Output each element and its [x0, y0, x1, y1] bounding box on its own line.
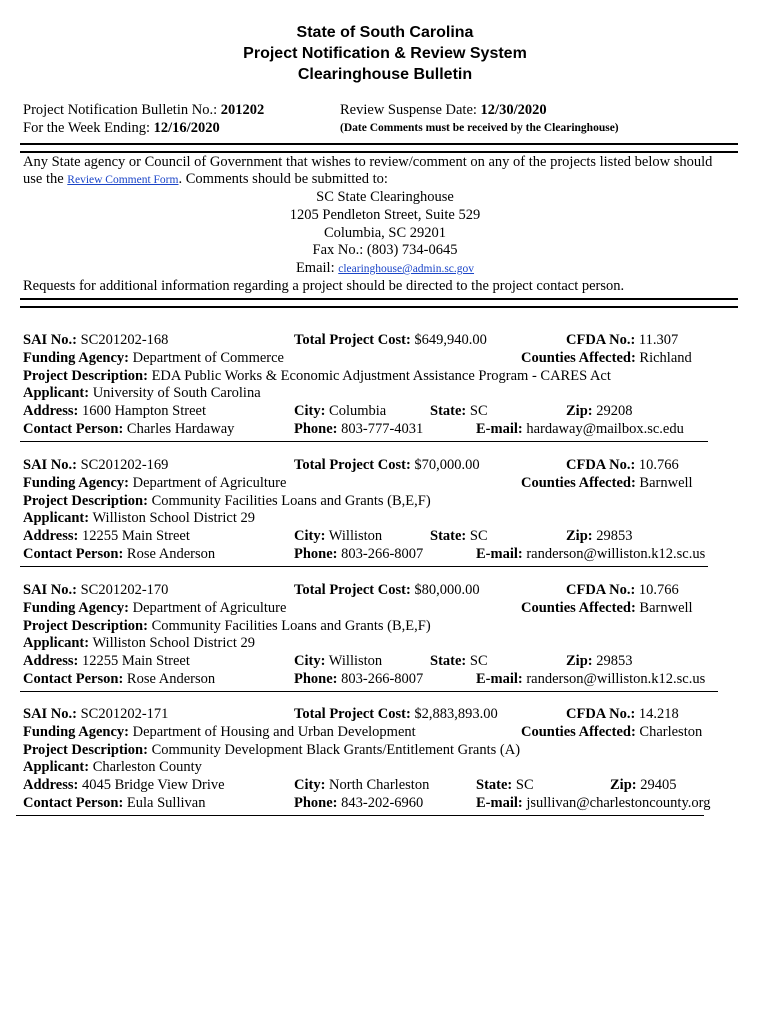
sai-number-value: SC201202-170 [76, 582, 169, 598]
funding-agency-value: Department of Agriculture [128, 474, 287, 491]
contact-person [23, 795, 205, 812]
funding-agency [23, 724, 416, 741]
city-label: City: [294, 403, 326, 420]
total-project-cost [294, 706, 498, 723]
zip [566, 403, 632, 420]
sai-number-label: SAI No.: [23, 706, 77, 722]
state [476, 777, 534, 794]
counties-affected [521, 600, 693, 617]
city-label: City: [294, 528, 326, 545]
zip-value: 29208 [592, 403, 633, 420]
contact-person-value: Eula Sullivan [123, 795, 206, 811]
contact-person-label: Contact Person: [23, 546, 124, 562]
cfda-number [566, 706, 679, 723]
project-description-value: Community Facilities Loans and Grants (B,E,F) [147, 617, 431, 634]
contact-email-value: hardaway@mailbox.sc.edu [522, 421, 684, 437]
total-project-cost-label: Total Project Cost: [294, 706, 411, 722]
state [430, 653, 488, 670]
intro-line: Any State agency or Council of Government that wishes to review/comment on any of the projects listed below should [23, 154, 713, 170]
counties-affected-value: Charleston [635, 723, 703, 740]
clearinghouse-email [0, 260, 770, 277]
contact-person-label: Contact Person: [23, 421, 124, 437]
address-value: 12255 Main Street [78, 528, 190, 545]
phone-value: 843-202-6960 [337, 795, 424, 811]
state-value: SC [512, 777, 534, 794]
funding-agency-label: Funding Agency: [23, 723, 129, 740]
project-description [23, 618, 431, 635]
applicant-label: Applicant: [23, 635, 90, 652]
counties-affected [521, 724, 702, 741]
total-project-cost [294, 457, 480, 474]
clearinghouse-email-label: Email: [295, 260, 335, 276]
clearinghouse-name: SC State Clearinghouse [316, 189, 454, 205]
phone [294, 546, 423, 563]
applicant-value: Williston School District 29 [89, 635, 255, 652]
review-suspense-value: 12/30/2020 [480, 102, 547, 118]
header-divider [20, 143, 738, 153]
cfda-number-value: 10.766 [635, 457, 679, 473]
counties-affected-label: Counties Affected: [521, 474, 636, 491]
cfda-number-label: CFDA No.: [566, 706, 636, 722]
zip-label: Zip: [610, 777, 637, 794]
phone-label: Phone: [294, 546, 338, 562]
address [23, 777, 225, 794]
contact-email [476, 421, 684, 438]
applicant [23, 635, 255, 652]
project-description-label: Project Description: [23, 367, 148, 384]
bulletin-number [23, 102, 264, 119]
state-value: SC [466, 403, 488, 420]
state-label: State: [430, 653, 467, 670]
counties-affected [521, 350, 692, 367]
funding-agency [23, 475, 286, 492]
project-description-label: Project Description: [23, 617, 148, 634]
funding-agency-label: Funding Agency: [23, 349, 129, 366]
sai-number [23, 706, 168, 723]
intro-divider [20, 298, 738, 308]
clearinghouse-city: Columbia, SC 29201 [323, 225, 447, 241]
project-separator [20, 441, 708, 442]
counties-affected [521, 475, 693, 492]
clearinghouse-fax: Fax No.: (803) 734-0645 [312, 242, 458, 258]
city-label: City: [294, 653, 326, 670]
project-separator [20, 691, 718, 692]
zip-label: Zip: [566, 653, 593, 670]
contact-person [23, 546, 215, 563]
sai-number-label: SAI No.: [23, 457, 77, 473]
city-value: Williston [325, 653, 383, 670]
applicant-value: University of South Carolina [89, 385, 261, 402]
clearinghouse-street: 1205 Pendleton Street, Suite 529 [289, 207, 481, 223]
contact-person [23, 421, 234, 438]
contact-person-value: Charles Hardaway [123, 421, 235, 437]
project-description [23, 493, 431, 510]
phone [294, 421, 423, 438]
sai-number [23, 457, 168, 474]
phone-value: 803-266-8007 [337, 546, 424, 562]
project-description-label: Project Description: [23, 741, 148, 758]
bulletin-title-clearinghouse: Clearinghouse Bulletin [297, 66, 473, 83]
counties-affected-label: Counties Affected: [521, 349, 636, 366]
bulletin-title-state: State of South Carolina [296, 24, 474, 41]
phone-label: Phone: [294, 421, 338, 437]
zip-label: Zip: [566, 403, 593, 420]
counties-affected-value: Richland [635, 349, 692, 366]
bulletin-number-value: 201202 [220, 102, 265, 118]
contact-email-label: E-mail: [476, 671, 523, 687]
funding-agency [23, 600, 286, 617]
state [430, 528, 488, 545]
zip-value: 29853 [592, 653, 633, 670]
total-project-cost [294, 332, 487, 349]
intro-line-2-rest: . Comments should be submitted to: [178, 171, 388, 187]
city-value: North Charleston [325, 777, 430, 794]
project-description-label: Project Description: [23, 492, 148, 509]
cfda-number [566, 582, 679, 599]
counties-affected-label: Counties Affected: [521, 723, 636, 740]
zip [566, 653, 632, 670]
contact-person-label: Contact Person: [23, 671, 124, 687]
total-project-cost-label: Total Project Cost: [294, 332, 411, 348]
cfda-number-value: 14.218 [635, 706, 679, 722]
funding-agency-label: Funding Agency: [23, 599, 129, 616]
review-suspense-date [340, 102, 547, 119]
state [430, 403, 488, 420]
intro-use-the: use the [23, 171, 64, 187]
zip-value: 29853 [592, 528, 633, 545]
applicant [23, 385, 261, 402]
project-description [23, 742, 520, 759]
total-project-cost-label: Total Project Cost: [294, 457, 411, 473]
contact-person-value: Rose Anderson [123, 546, 216, 562]
project-description-value: Community Facilities Loans and Grants (B,E,F) [147, 492, 431, 509]
bulletin-title-system: Project Notification & Review System [243, 45, 527, 62]
address-label: Address: [23, 653, 79, 670]
funding-agency-value: Department of Housing and Urban Development [128, 723, 416, 740]
total-project-cost-value: $80,000.00 [410, 582, 480, 598]
cfda-number-label: CFDA No.: [566, 457, 636, 473]
contact-email-value: randerson@williston.k12.sc.us [522, 671, 706, 687]
zip-value: 29405 [636, 777, 677, 794]
requests-note: Requests for additional information regarding a project should be directed to the project contact person. [23, 278, 625, 294]
contact-email-label: E-mail: [476, 795, 523, 811]
funding-agency-label: Funding Agency: [23, 474, 129, 491]
contact-email [476, 546, 705, 563]
address-value: 4045 Bridge View Drive [78, 777, 225, 794]
funding-agency [23, 350, 284, 367]
sai-number-value: SC201202-169 [76, 457, 169, 473]
total-project-cost-value: $70,000.00 [410, 457, 480, 473]
project-description-value: Community Development Black Grants/Entitlement Grants (A) [147, 741, 521, 758]
project-description [23, 368, 611, 385]
address-label: Address: [23, 777, 79, 794]
contact-email-label: E-mail: [476, 421, 523, 437]
sai-number [23, 332, 168, 349]
address [23, 403, 206, 420]
sai-number-label: SAI No.: [23, 582, 77, 598]
applicant [23, 759, 202, 776]
week-ending-label: For the Week Ending: [23, 120, 151, 136]
state-label: State: [476, 777, 513, 794]
contact-person [23, 671, 215, 688]
city [294, 403, 386, 420]
total-project-cost-value: $2,883,893.00 [410, 706, 498, 722]
state-label: State: [430, 528, 467, 545]
contact-email-value: jsullivan@charlestoncounty.org [522, 795, 711, 811]
contact-email [476, 671, 705, 688]
phone [294, 671, 423, 688]
applicant-value: Williston School District 29 [89, 510, 255, 527]
phone-label: Phone: [294, 795, 338, 811]
funding-agency-value: Department of Agriculture [128, 599, 287, 616]
city [294, 777, 429, 794]
project-separator [20, 566, 708, 567]
counties-affected-label: Counties Affected: [521, 599, 636, 616]
project-separator [16, 815, 704, 816]
contact-person-label: Contact Person: [23, 795, 124, 811]
phone [294, 795, 423, 812]
applicant [23, 510, 255, 527]
total-project-cost-label: Total Project Cost: [294, 582, 411, 598]
total-project-cost [294, 582, 480, 599]
zip [566, 528, 632, 545]
address-label: Address: [23, 528, 79, 545]
contact-email-value: randerson@williston.k12.sc.us [522, 546, 706, 562]
address-value: 12255 Main Street [78, 653, 190, 670]
cfda-number-value: 10.766 [635, 582, 679, 598]
review-suspense-label: Review Suspense Date: [340, 102, 477, 118]
phone-label: Phone: [294, 671, 338, 687]
week-ending [23, 120, 220, 137]
address-label: Address: [23, 403, 79, 420]
phone-value: 803-266-8007 [337, 671, 424, 687]
funding-agency-value: Department of Commerce [128, 349, 284, 366]
sai-number-value: SC201202-171 [76, 706, 169, 722]
city-label: City: [294, 777, 326, 794]
cfda-number [566, 457, 679, 474]
state-value: SC [466, 528, 488, 545]
project-description-value: EDA Public Works & Economic Adjustment Assistance Program - CARES Act [147, 367, 611, 384]
week-ending-value: 12/16/2020 [153, 120, 220, 136]
bulletin-number-label: Project Notification Bulletin No.: [23, 102, 218, 118]
zip-label: Zip: [566, 528, 593, 545]
state-value: SC [466, 653, 488, 670]
applicant-label: Applicant: [23, 385, 90, 402]
city [294, 653, 382, 670]
address [23, 653, 190, 670]
cfda-number-label: CFDA No.: [566, 332, 636, 348]
address [23, 528, 190, 545]
state-label: State: [430, 403, 467, 420]
counties-affected-value: Barnwell [635, 599, 693, 616]
total-project-cost-value: $649,940.00 [410, 332, 487, 348]
phone-value: 803-777-4031 [337, 421, 424, 437]
clearinghouse-email-link[interactable]: clearinghouse@admin.sc.gov [338, 263, 475, 275]
sai-number [23, 582, 168, 599]
intro-line-2 [23, 171, 388, 188]
cfda-number [566, 332, 678, 349]
contact-email [476, 795, 710, 812]
sai-number-value: SC201202-168 [76, 332, 169, 348]
cfda-number-value: 11.307 [635, 332, 679, 348]
contact-person-value: Rose Anderson [123, 671, 216, 687]
applicant-label: Applicant: [23, 759, 90, 776]
city [294, 528, 382, 545]
cfda-number-label: CFDA No.: [566, 582, 636, 598]
address-value: 1600 Hampton Street [78, 403, 206, 420]
contact-email-label: E-mail: [476, 546, 523, 562]
city-value: Williston [325, 528, 383, 545]
applicant-value: Charleston County [89, 759, 202, 776]
suspense-note: (Date Comments must be received by the Clearinghouse) [340, 122, 619, 134]
zip [610, 777, 676, 794]
applicant-label: Applicant: [23, 510, 90, 527]
review-comment-form-link[interactable]: Review Comment Form [67, 174, 179, 186]
sai-number-label: SAI No.: [23, 332, 77, 348]
city-value: Columbia [325, 403, 387, 420]
counties-affected-value: Barnwell [635, 474, 693, 491]
